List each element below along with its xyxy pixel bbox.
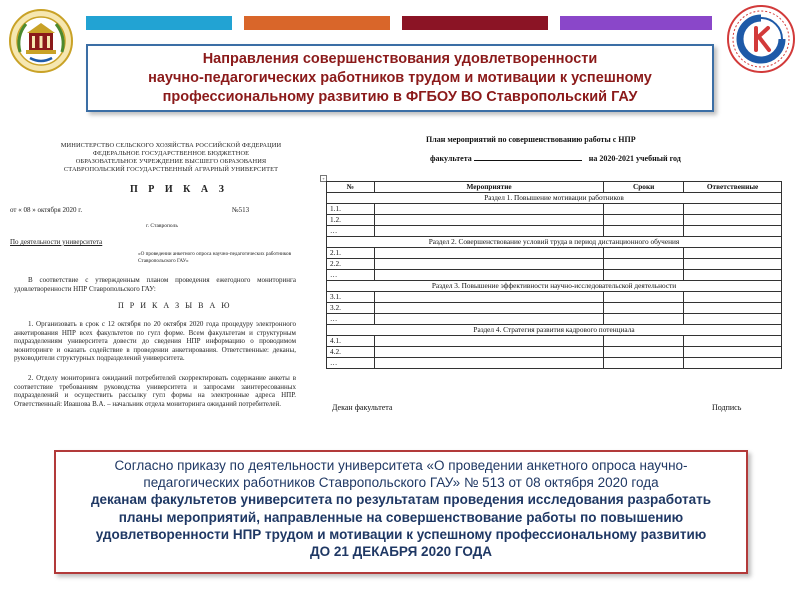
table-cell [604,303,684,314]
top-bar-maroon [402,16,548,30]
section-row [327,237,782,248]
bottom-line-4: планы мероприятий, направленные на совершенствование работы по повышению [118,509,684,525]
row-number: … [327,270,375,281]
row-number: 1.1. [327,204,375,215]
title-line-2: научно-педагогических работников трудом и мотивации к успешному [148,69,652,86]
row-number: 1.2. [327,215,375,226]
section-row [327,281,782,292]
bottom-summary-box [54,450,748,574]
table-cell [374,358,603,369]
bottom-line-1: Согласно приказу по деятельности университета «О проведении анкетного опроса научно- [114,458,688,473]
table-cell [684,248,782,259]
table-cell [604,248,684,259]
table-cell [604,292,684,303]
column-header: Сроки [604,182,684,193]
section-title: Раздел 4. Стратегия развития кадрового потенциала [327,325,782,336]
row-number: 4.2. [327,347,375,358]
table-cell [604,259,684,270]
table-cell [374,336,603,347]
table-cell [374,226,603,237]
table-cell [684,358,782,369]
column-header: Мероприятие [374,182,603,193]
section-row [327,193,782,204]
order-about: «О проведении анкетного опроса научно-педагогических работников Ставропольского ГАУ» [138,251,292,264]
order-city: г. Ставрополь [146,223,178,229]
order-document [0,120,310,450]
order-preamble: В соответствие с утвержденным планом проведения ежегодного мониторинга удовлетворенности НПР Ставропольского ГАУ: [14,276,296,293]
order-header-line: МИНИСТЕРСТВО СЕЛЬСКОГО ХОЗЯЙСТВА РОССИЙСКОЙ ФЕДЕРАЦИИ [60,142,282,149]
plan-sign-dean: Декан факультета [332,403,393,412]
plan-title: План мероприятий по совершенствованию работы с НПР [426,135,636,144]
column-header: Ответственные [684,182,782,193]
section-title: Раздел 3. Повышение эффективности научно-исследовательской деятельности [327,281,782,292]
plan-year: на 2020-2021 учебный год [588,154,681,163]
table-cell [604,204,684,215]
table-cell [604,347,684,358]
table-cell [374,259,603,270]
table-row [327,248,782,259]
table-cell [374,270,603,281]
bottom-line-6: ДО 21 ДЕКАБРЯ 2020 ГОДА [309,544,493,560]
top-bar-blue [86,16,232,30]
order-item-1: 1. Организовать в срок с 12 октября по 20 октября 2020 года процедуру электронного анкетирования НПР всех факультетов по гугл форме. Всем факультетам и структурным подразделениям университета довести до сведения НПР информацию о проводимом мониторинге и оказать содействие в проведении анкетирования. Ответственные: деканы, руководители структурных подразделений университета. [14,320,296,363]
table-row [327,270,782,281]
table-row [327,358,782,369]
bottom-line-2: педагогических работников Ставропольского ГАУ» № 513 от 08 октября 2020 года [143,475,659,491]
table-move-handle-icon: + [320,175,327,182]
plan-faculty-line [430,153,681,163]
bottom-line-5: удовлетворенности НПР трудом и мотивации к успешному профессиональному развитию [95,526,707,542]
order-number: №513 [232,206,250,214]
row-number: 2.1. [327,248,375,259]
table-row [327,303,782,314]
order-prikazyvayu: П Р И К А З Ы В А Ю [118,301,232,310]
row-number: 3.1. [327,292,375,303]
row-number: 4.1. [327,336,375,347]
plan-table [326,181,782,369]
table-cell [684,259,782,270]
row-number: … [327,314,375,325]
table-cell [684,215,782,226]
table-cell [604,270,684,281]
section-row [327,325,782,336]
title-line-1: Направления совершенствования удовлетворенности [202,50,598,67]
table-cell [684,270,782,281]
table-cell [604,215,684,226]
table-cell [684,226,782,237]
table-row [327,204,782,215]
order-header-line: ФЕДЕРАЛЬНОЕ ГОСУДАРСТВЕННОЕ БЮДЖЕТНОЕ [92,150,250,157]
row-number: 3.2. [327,303,375,314]
table-cell [374,248,603,259]
section-title: Раздел 1. Повышение мотивации работников [327,193,782,204]
order-doc-type: П Р И К А З [130,184,228,195]
table-cell [374,215,603,226]
table-cell [684,292,782,303]
table-cell [684,303,782,314]
table-row [327,215,782,226]
table-cell [374,303,603,314]
table-cell [684,204,782,215]
table-cell [684,336,782,347]
order-header [32,142,292,174]
table-row [327,292,782,303]
order-subject: По деятельности университета [10,238,103,246]
plan-faculty-blank [474,153,582,161]
row-number: … [327,226,375,237]
table-row [327,259,782,270]
table-cell [604,226,684,237]
row-number: … [327,358,375,369]
table-cell [374,347,603,358]
plan-faculty-label: факультета [430,154,472,163]
table-cell [604,314,684,325]
quality-award-k-icon [726,4,796,74]
table-header-row [327,182,782,193]
table-cell [604,336,684,347]
table-cell [374,204,603,215]
plan-document [318,135,786,435]
title-box [86,44,714,112]
order-item-2: 2. Отделу мониторинга ожиданий потребителей скорректировать содержание анкеты в соответствие требованиям руководства университета и запросами заинтересованных подразделений и осуществить рассылку гугл формы на электронные адреса НПР. Ответственный: Ивашова В.А. – начальник отдела мониторинга ожиданий потребителей. [14,374,296,408]
bottom-line-3: деканам факультетов университета по результатам проведения исследования разработать [90,492,712,508]
order-header-line: ОБРАЗОВАТЕЛЬНОЕ УЧРЕЖДЕНИЕ ВЫСШЕГО ОБРАЗОВАНИЯ [75,158,267,165]
table-cell [374,292,603,303]
column-header: № [327,182,375,193]
title-line-3: профессиональному развитию в ФГБОУ ВО Ставропольский ГАУ [162,88,638,105]
top-bar-purple [560,16,712,30]
top-bar-orange [244,16,390,30]
table-row [327,226,782,237]
university-emblem-icon [8,6,74,76]
table-row [327,336,782,347]
order-date: от « 08 » октября 2020 г. [10,206,83,214]
section-title: Раздел 2. Совершенствование условий труда в период дистанционного обучения [327,237,782,248]
order-header-line: СТАВРОПОЛЬСКИЙ ГОСУДАРСТВЕННЫЙ АГРАРНЫЙ УНИВЕРСИТЕТ [63,166,279,173]
table-cell [684,314,782,325]
table-cell [684,347,782,358]
table-row [327,314,782,325]
table-cell [604,358,684,369]
table-cell [374,314,603,325]
plan-sign-signature: Подпись [712,403,742,412]
row-number: 2.2. [327,259,375,270]
table-row [327,347,782,358]
